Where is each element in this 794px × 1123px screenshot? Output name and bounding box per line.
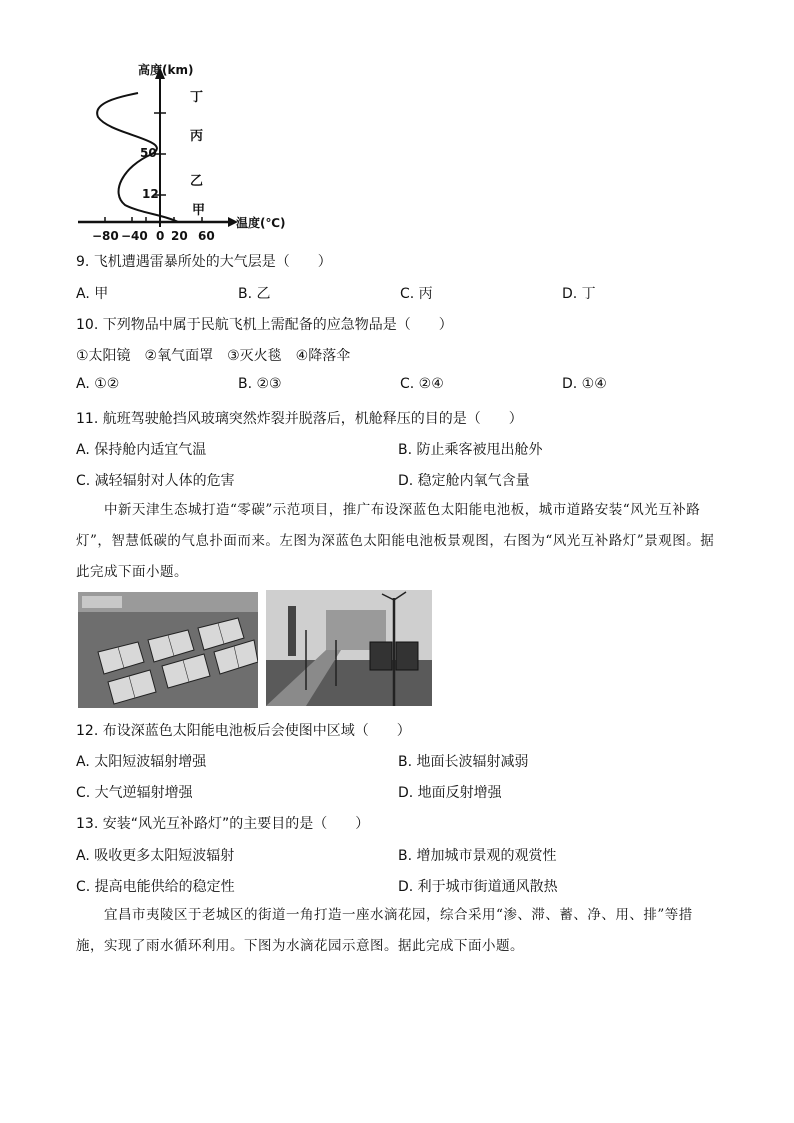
passage-tianjin: 中新天津生态城打造“零碳”示范项目，推广布设深蓝色太阳能电池板，城市道路安装“风光互补路灯”，智慧低碳的气息扑面而来。左图为深蓝色太阳能电池板景观图，右图为“风光互补路灯”景观图。据此完成下面小题。 bbox=[76, 502, 715, 580]
q10-option-c[interactable]: C. ②④ bbox=[400, 376, 444, 392]
q13-option-a[interactable]: A. 吸收更多太阳短波辐射 bbox=[76, 848, 235, 864]
wind-solar-streetlamp-photo bbox=[266, 590, 432, 706]
x-tick-20: 20 bbox=[171, 229, 188, 243]
q11-option-b[interactable]: B. 防止乘客被甩出舱外 bbox=[398, 442, 543, 458]
q9-option-d[interactable]: D. 丁 bbox=[562, 286, 596, 302]
q12-option-c[interactable]: C. 大气逆辐射增强 bbox=[76, 785, 193, 801]
q11-option-a[interactable]: A. 保持舱内适宜气温 bbox=[76, 442, 207, 458]
q11-option-c[interactable]: C. 减轻辐射对人体的危害 bbox=[76, 473, 235, 489]
layer-label-ding: 丁 bbox=[190, 90, 204, 105]
layer-label-jia: 甲 bbox=[192, 203, 206, 218]
x-tick-60: 60 bbox=[198, 229, 215, 243]
q10-stem: 10. 下列物品中属于民航飞机上需配备的应急物品是（ ） bbox=[76, 317, 453, 333]
q10-option-a[interactable]: A. ①② bbox=[76, 376, 120, 392]
q13-option-c[interactable]: C. 提高电能供给的稳定性 bbox=[76, 879, 235, 895]
q9-option-c[interactable]: C. 丙 bbox=[400, 286, 433, 302]
q9-stem: 9. 飞机遭遇雷暴所处的大气层是（ ） bbox=[76, 254, 332, 270]
q10-items: ①太阳镜 ②氧气面罩 ③灭火毯 ④降落伞 bbox=[76, 348, 351, 364]
q9-option-a[interactable]: A. 甲 bbox=[76, 286, 109, 302]
q12-option-a[interactable]: A. 太阳短波辐射增强 bbox=[76, 754, 207, 770]
x-tick-0: 0 bbox=[156, 229, 165, 243]
q12-stem: 12. 布设深蓝色太阳能电池板后会使图中区域（ ） bbox=[76, 723, 411, 739]
q9-option-b[interactable]: B. 乙 bbox=[238, 286, 271, 302]
q10-option-d[interactable]: D. ①④ bbox=[562, 376, 607, 392]
layer-label-bing: 丙 bbox=[190, 129, 204, 144]
layer-label-yi: 乙 bbox=[190, 174, 204, 189]
q10-option-b[interactable]: B. ②③ bbox=[238, 376, 282, 392]
x-axis-label: 温度(℃) bbox=[236, 216, 286, 230]
q12-option-d[interactable]: D. 地面反射增强 bbox=[398, 785, 502, 801]
q11-option-d[interactable]: D. 稳定舱内氧气含量 bbox=[398, 473, 530, 489]
y-tick-50: 50 bbox=[140, 146, 157, 160]
q13-option-b[interactable]: B. 增加城市景观的观赏性 bbox=[398, 848, 557, 864]
solar-panel-photo bbox=[78, 592, 258, 708]
q13-option-d[interactable]: D. 利于城市街道通风散热 bbox=[398, 879, 558, 895]
q11-stem: 11. 航班驾驶舱挡风玻璃突然炸裂并脱落后，机舱释压的目的是（ ） bbox=[76, 411, 523, 427]
y-axis-label: 高度(km) bbox=[138, 63, 194, 77]
q13-stem: 13. 安装“风光互补路灯”的主要目的是（ ） bbox=[76, 816, 370, 832]
x-tick-minus80: −80 bbox=[92, 229, 119, 243]
passage-yichang: 宜昌市夷陵区于老城区的街道一角打造一座水滴花园，综合采用“渗、滞、蓄、净、用、排”等措施，实现了雨水循环利用。下图为水滴花园示意图。据此完成下面小题。 bbox=[76, 907, 693, 954]
y-tick-12: 12 bbox=[142, 187, 159, 201]
x-tick-minus40: −40 bbox=[121, 229, 148, 243]
q12-option-b[interactable]: B. 地面长波辐射减弱 bbox=[398, 754, 529, 770]
